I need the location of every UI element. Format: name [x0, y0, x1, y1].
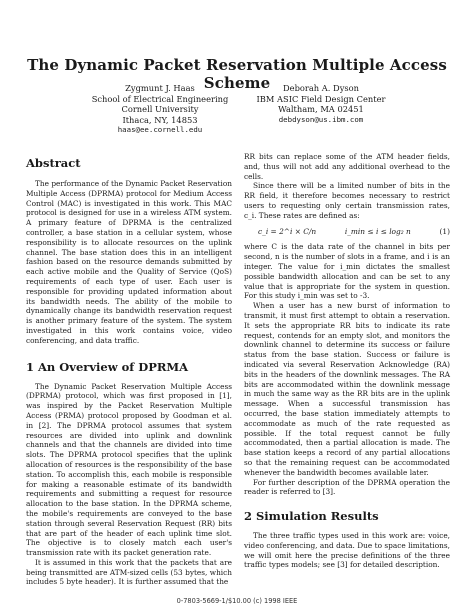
author-location: Ithaca, NY, 14853 — [122, 114, 198, 125]
section-1-paragraph: It is assumed in this work that the packets that are being transmitted are ATM-sized cells (53 bytes, which includes 5 byte header). It is further assumed that the — [26, 557, 232, 587]
body-paragraph: RR bits can replace some of the ATM header fields, and, thus will not add any additional overhead to the cells. — [244, 152, 450, 181]
author-location: Waltham, MA 02451 — [278, 104, 364, 115]
section-2-heading: 2 Simulation Results — [244, 509, 379, 524]
author-email: haas@ee.cornell.edu — [117, 125, 203, 135]
left-column — [26, 152, 232, 587]
equation-condition: i_min ≤ i ≤ log₂ n — [344, 226, 411, 236]
equation-number: (1) — [439, 226, 450, 236]
paper-title: The Dynamic Packet Reservation Multiple Access Scheme — [27, 56, 447, 92]
section-1-heading: 1 An Overview of DPRMA — [26, 359, 189, 374]
copyright-footer: 0-7803-5669-1/$10.00 (c) 1998 IEEE — [176, 597, 298, 605]
author-block-2 — [236, 83, 406, 125]
author-org: Cornell University — [121, 104, 199, 115]
abstract-text: The performance of the Dynamic Packet Reservation Multiple Access (DPRMA) protocol for Medium Access Control (MAC) is investigated in this work. This MAC protocol is designed for use in a wireless ATM system. A primary feature of DPRMA is the centralized controller, a base station in a cellular system, whose responsibility is to allocate resources on the uplink channel. The base station does this in an intelligent fashion based on the resource demands submitted by each active mobile and the Quality of Service (QoS) requirements of each type of user. Each user is responsible for providing updated information about its bandwidth needs. The ability of the mobile to dynamically change its bandwidth reservation request is another primary feature of the system. The system investigated in this work contains voice, video conferencing, and data traffic. — [26, 179, 232, 345]
author-affiliation: School of Electrical Engineering — [91, 93, 229, 104]
author-name: Deborah A. Dyson — [283, 83, 359, 93]
author-affiliation: IBM ASIC Field Design Center — [256, 93, 386, 104]
body-paragraph: Since there will be a limited number of bits in the RR field, it therefore becomes necessary to restrict users to requesting only certain transmission rates, c_i. These rates are defined as: — [244, 181, 450, 220]
section-1-paragraph: The Dynamic Packet Reservation Multiple Access (DPRMA) protocol, which was first proposed in [1], was inspired by the Packet Reservation Multiple Access (PRMA) protocol proposed by Goodman et al. in [2]. The DPRMA protocol assumes that system resources are divided into uplink and downlink channels and that the channels are divided into time slots. The DPRMA protocol specifies that the uplink allocation of resources is the responsibility of the base station. To accomplish this, each mobile is responsible for making a reasonable estimate of its bandwidth requirements and submitting a request for resource allocation to the base station. In the DPRMA scheme, the mobile's requirements are conveyed to the base station through several Reservation Request (RR) bits that are part of the header of each uplink time slot. The objective is to closely match each user's transmission rate with its packet generation rate. — [26, 381, 232, 558]
abstract-heading: Abstract — [26, 156, 81, 170]
body-paragraph: For further description of the DPRMA operation the reader is referred to [3]. — [244, 477, 450, 497]
author-block-1 — [75, 83, 245, 136]
body-paragraph: When a user has a new burst of information to transmit, it must first attempt to obtain a reservation. It sets the appropriate RR bits to indicate its rate request, contends for an empty slot, and monitors the downlink channel to determine its success or failure status from the base station. Success or failure is indicated via several Reservation Acknowledge (RA) bits in the headers of the downlink messages. The RA bits are accommodated within the downlink message in much the same way as the RR bits are in the uplink message. When a successful transmission has occurred, the base station immediately attempts to accommodate as much of the rate requested as possible. If the total request cannot be fully accommodated, then a partial allocation is made. The base station keeps a record of any partial allocations so that the remaining request can be accommodated whenever the bandwidth becomes available later. — [244, 301, 450, 477]
equation-1 — [244, 227, 450, 237]
section-2-paragraph: The three traffic types used in this work are: voice, video conferencing, and data. Due to space limitations, we will omit here the precise definitions of the three traffic types models; see [3] for detailed description. — [244, 531, 450, 570]
author-name: Zygmunt J. Haas — [125, 83, 195, 93]
right-column — [244, 152, 450, 570]
equation-lhs: c_i = 2^i × C/n — [258, 226, 317, 236]
body-paragraph: where C is the data rate of the channel in bits per second, n is the number of slots in a frame, and i is an integer. The value for i_min dictates the smallest possible bandwidth allocation and can be set to any value that is appropriate for the system in question. For this study i_min was set to -3. — [244, 242, 450, 301]
author-email: debdyson@us.ibm.com — [278, 114, 364, 124]
